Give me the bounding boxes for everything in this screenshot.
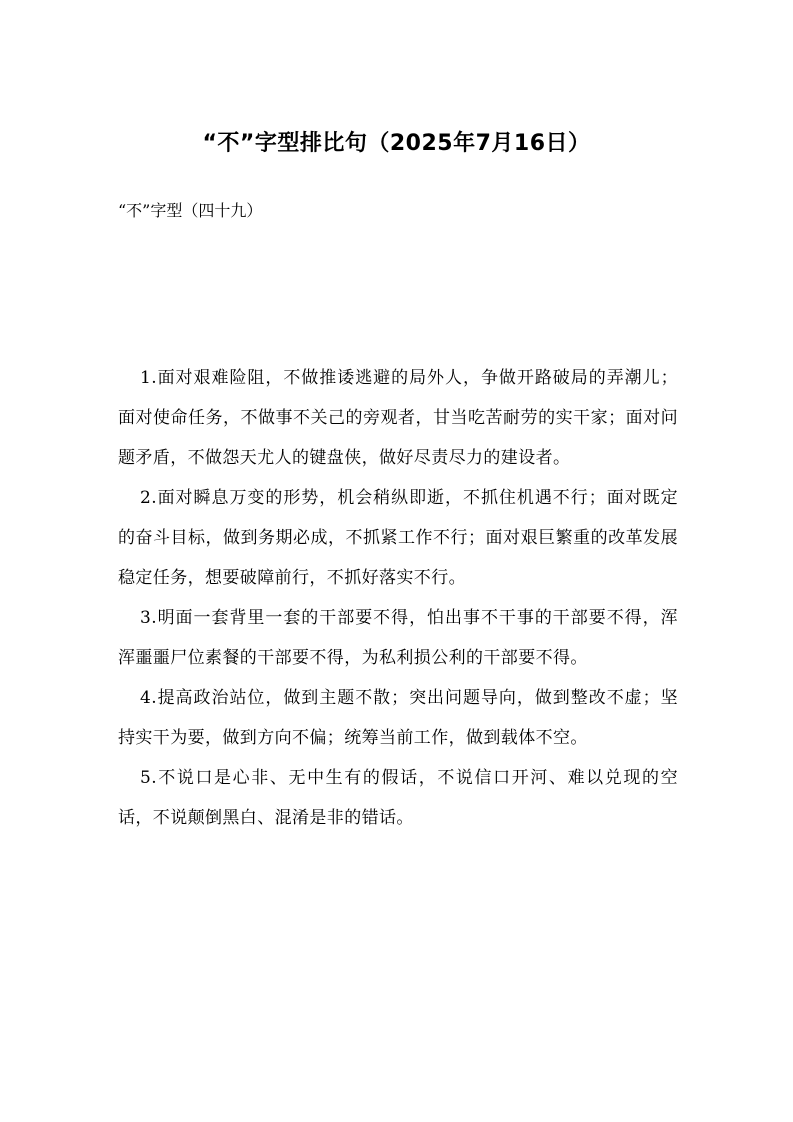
document-subtitle: “不”字型（四十九）: [118, 201, 263, 220]
paragraph-5: 5.不说口是心非、无中生有的假话，不说信口开河、难以兑现的空话，不说颠倒黑白、混淆是非的错话。: [118, 768, 678, 828]
paragraph-1: 1.面对艰难险阻，不做推诿逃避的局外人，争做开路破局的弄潮儿；面对使命任务，不做事不关己的旁观者，甘当吃苦耐劳的实干家；面对问题矛盾，不做怨天尤人的键盘侠，做好尽责尽力的建设者。: [118, 368, 678, 468]
paragraph-2: 2.面对瞬息万变的形势，机会稍纵即逝，不抓住机遇不行；面对既定的奋斗目标，做到务期必成，不抓紧工作不行；面对艰巨繁重的改革发展稳定任务，想要破障前行，不抓好落实不行。: [118, 488, 678, 588]
document-title: “不”字型排比句（2025年7月16日）: [202, 131, 591, 156]
document-body: [118, 358, 678, 838]
paragraph-3: 3.明面一套背里一套的干部要不得，怕出事不干事的干部要不得，浑浑噩噩尸位素餐的干部要不得，为私利损公利的干部要不得。: [118, 608, 678, 668]
paragraph-4: 4.提高政治站位，做到主题不散；突出问题导向，做到整改不虚；坚持实干为要，做到方向不偏；统筹当前工作，做到载体不空。: [118, 688, 678, 748]
